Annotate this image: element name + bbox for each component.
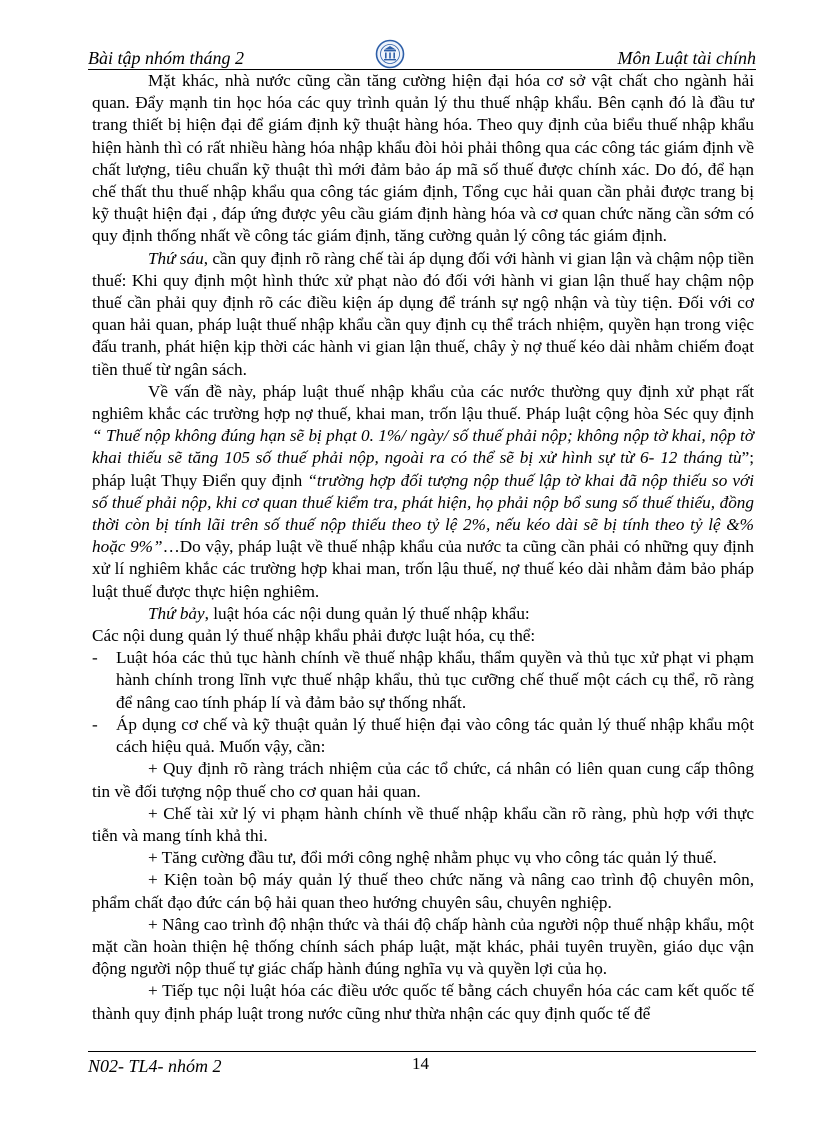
sweden-law-quote: “trường hợp đối tượng nộp thuế lập tờ khai đã nộp thiếu so với số thuế phải nộp, khi cơ quan thuế kiểm tra, phát hiện, họ phải nộp bổ sung số thuế thiếu, đồng thời còn bị tính lãi trên số thuế nộp thiếu theo tỷ lệ 2%, nếu kéo dài sẽ bị tính theo tỷ lệ &% hoặc 9%” <box>92 470 754 557</box>
university-seal-icon <box>375 38 405 70</box>
foreign-law-bridge: ”; pháp luật Thụy Điển quy định <box>92 448 754 490</box>
page-number: 14 <box>412 1054 429 1073</box>
dash-item-text: Áp dụng cơ chế và kỹ thuật quản lý thuế hiện đại vào công tác quản lý thuế nhập khẩu một cách hiệu quả. Muốn vậy, cần: <box>116 714 754 757</box>
paragraph-foreign-law <box>92 381 754 603</box>
plus-list-item: + Quy định rõ ràng trách nhiệm của các tổ chức, cá nhân có liên quan cung cấp thông tin về đối tượng nộp thuế cho cơ quan hải quan. <box>92 759 754 801</box>
paragraph-sixth-point <box>92 248 754 381</box>
dash-list-item <box>92 647 754 714</box>
foreign-law-conclusion: …Do vậy, pháp luật về thuế nhập khẩu của nước ta cũng cần phải có những quy định xử lí nghiêm khắc các trường hợp khai man, trốn lậu thuế, nợ thuế kéo dài nhằm đảm bảo pháp luật thuế được thực hiện nghiêm. <box>92 537 754 601</box>
page-header <box>88 42 756 68</box>
czech-law-quote: “ Thuế nộp không đúng hạn sẽ bị phạt 0. 1%/ ngày/ số thuế phải nộp; không nộp tờ khai, nộp tờ khai thiếu sẽ tăng 105 số thuế phải nộp, ngoài ra có thể sẽ bị xử hình sự từ 6- 12 tháng tù <box>92 426 754 468</box>
seventh-point-lead: Thứ bảy <box>148 603 205 623</box>
plus-list-item: + Nâng cao trình độ nhận thức và thái độ chấp hành của người nộp thuế nhập khẩu, một mặt cần hoàn thiện hệ thống chính sách pháp luật, mặt khác, phải tuyên truyền, giáo dục vận động người nộp thuế tự giác chấp hành đúng nghĩa vụ và quyền lợi của họ. <box>92 914 754 979</box>
sixth-point-text: , cần quy định rõ ràng chế tài áp dụng đối với hành vi gian lận và chậm nộp tiền thuế: Khi quy định một hình thức xử phạt nào đó đối với hành vi gian lận thuế hay chậm nộp thuế cần phải quy định rõ các điều kiện áp dụng để tránh sự ngộ nhận và tùy tiện. Đối với cơ quan hải quan, pháp luật thuế nhập khẩu cần quy định cụ thể trách nhiệm, quyền hạn trong việc đấu tranh, phát hiện kịp thời các hành vi gian lận thuế, chây ỳ nợ thuế kéo dài nhằm chiếm đoạt tiền thuế từ ngân sách. <box>92 248 754 379</box>
plus-list-item: + Chế tài xử lý vi phạm hành chính về thuế nhập khẩu cần rõ ràng, phù hợp với thực tiễn và mang tính khả thi. <box>92 803 754 845</box>
plus-list-item: + Tăng cường đầu tư, đổi mới công nghệ nhằm phục vụ vho công tác quản lý thuế. <box>148 848 717 868</box>
paragraph-seventh-point <box>92 603 754 625</box>
header-course-label: Bài tập nhóm tháng 2 <box>88 48 244 68</box>
header-subject-label: Môn Luật tài chính <box>617 48 756 68</box>
footer-group-label: N02- TL4- nhóm 2 <box>88 1056 222 1076</box>
dash-list-item <box>92 714 754 758</box>
dash-item-text: Luật hóa các thủ tục hành chính về thuế nhập khẩu, thẩm quyền và thủ tục xử phạt vi phạm hành chính trong lĩnh vực thuế nhập khẩu, thủ tục cưỡng chế thuế một cách cụ thể, rõ ràng để nâng cao tính pháp lí và đảm bảo sự thống nhất. <box>116 648 754 712</box>
seventh-point-text: , luật hóa các nội dung quản lý thuế nhập khẩu: <box>204 603 530 623</box>
footer-divider <box>88 1051 756 1052</box>
dash-marker: - <box>92 648 98 668</box>
plus-list-item: + Kiện toàn bộ máy quản lý thuế theo chức năng và nâng cao trình độ chuyên môn, phẩm chất đạo đức cán bộ hải quan theo hướng chuyên sâu, chuyên nghiệp. <box>92 870 754 912</box>
paragraph-modernization: Mặt khác, nhà nước cũng cần tăng cường hiện đại hóa cơ sở vật chất cho ngành hải quan. Đẩy mạnh tin học hóa các quy trình quản lý thu thuế nhập khẩu. Bên cạnh đó là đầu tư trang thiết bị hiện đại để giám định kỹ thuật hàng hóa. Theo quy định của biểu thuế nhập khẩu hiện hành thì có rất nhiều hàng hóa nhập khẩu đòi hỏi phải thông qua các công tác giám định về chất lượng, tiêu chuẩn kỹ thuật thì mới đảm bảo áp mã số thuế được chính xác. Do đó, để hạn chế thất thu thuế nhập khẩu qua công tác giám định, Tổng cục hải quan cần phải được trang bị kỹ thuật hiện đại , đáp ứng được yêu cầu giám định hàng hóa và cơ quan chức năng cần sớm có quy định thống nhất về công tác giám định, tăng cường quản lý công tác giám định. <box>92 71 754 246</box>
paragraph-codification-intro: Các nội dung quản lý thuế nhập khẩu phải được luật hóa, cụ thể: <box>92 626 536 646</box>
document-body <box>92 70 754 1025</box>
plus-list-item: + Tiếp tục nội luật hóa các điều ước quốc tế bằng cách chuyển hóa các cam kết quốc tế thành quy định pháp luật trong nước cũng như thừa nhận các quy định quốc tế để <box>92 981 754 1023</box>
dash-marker: - <box>92 714 98 734</box>
foreign-law-intro: Về vấn đề này, pháp luật thuế nhập khẩu của các nước thường quy định xử phạt rất nghiêm khắc các trường hợp nợ thuế, khai man, trốn lậu thuế. Pháp luật cộng hòa Séc quy định <box>92 381 754 424</box>
sixth-point-lead: Thứ sáu <box>148 248 204 268</box>
